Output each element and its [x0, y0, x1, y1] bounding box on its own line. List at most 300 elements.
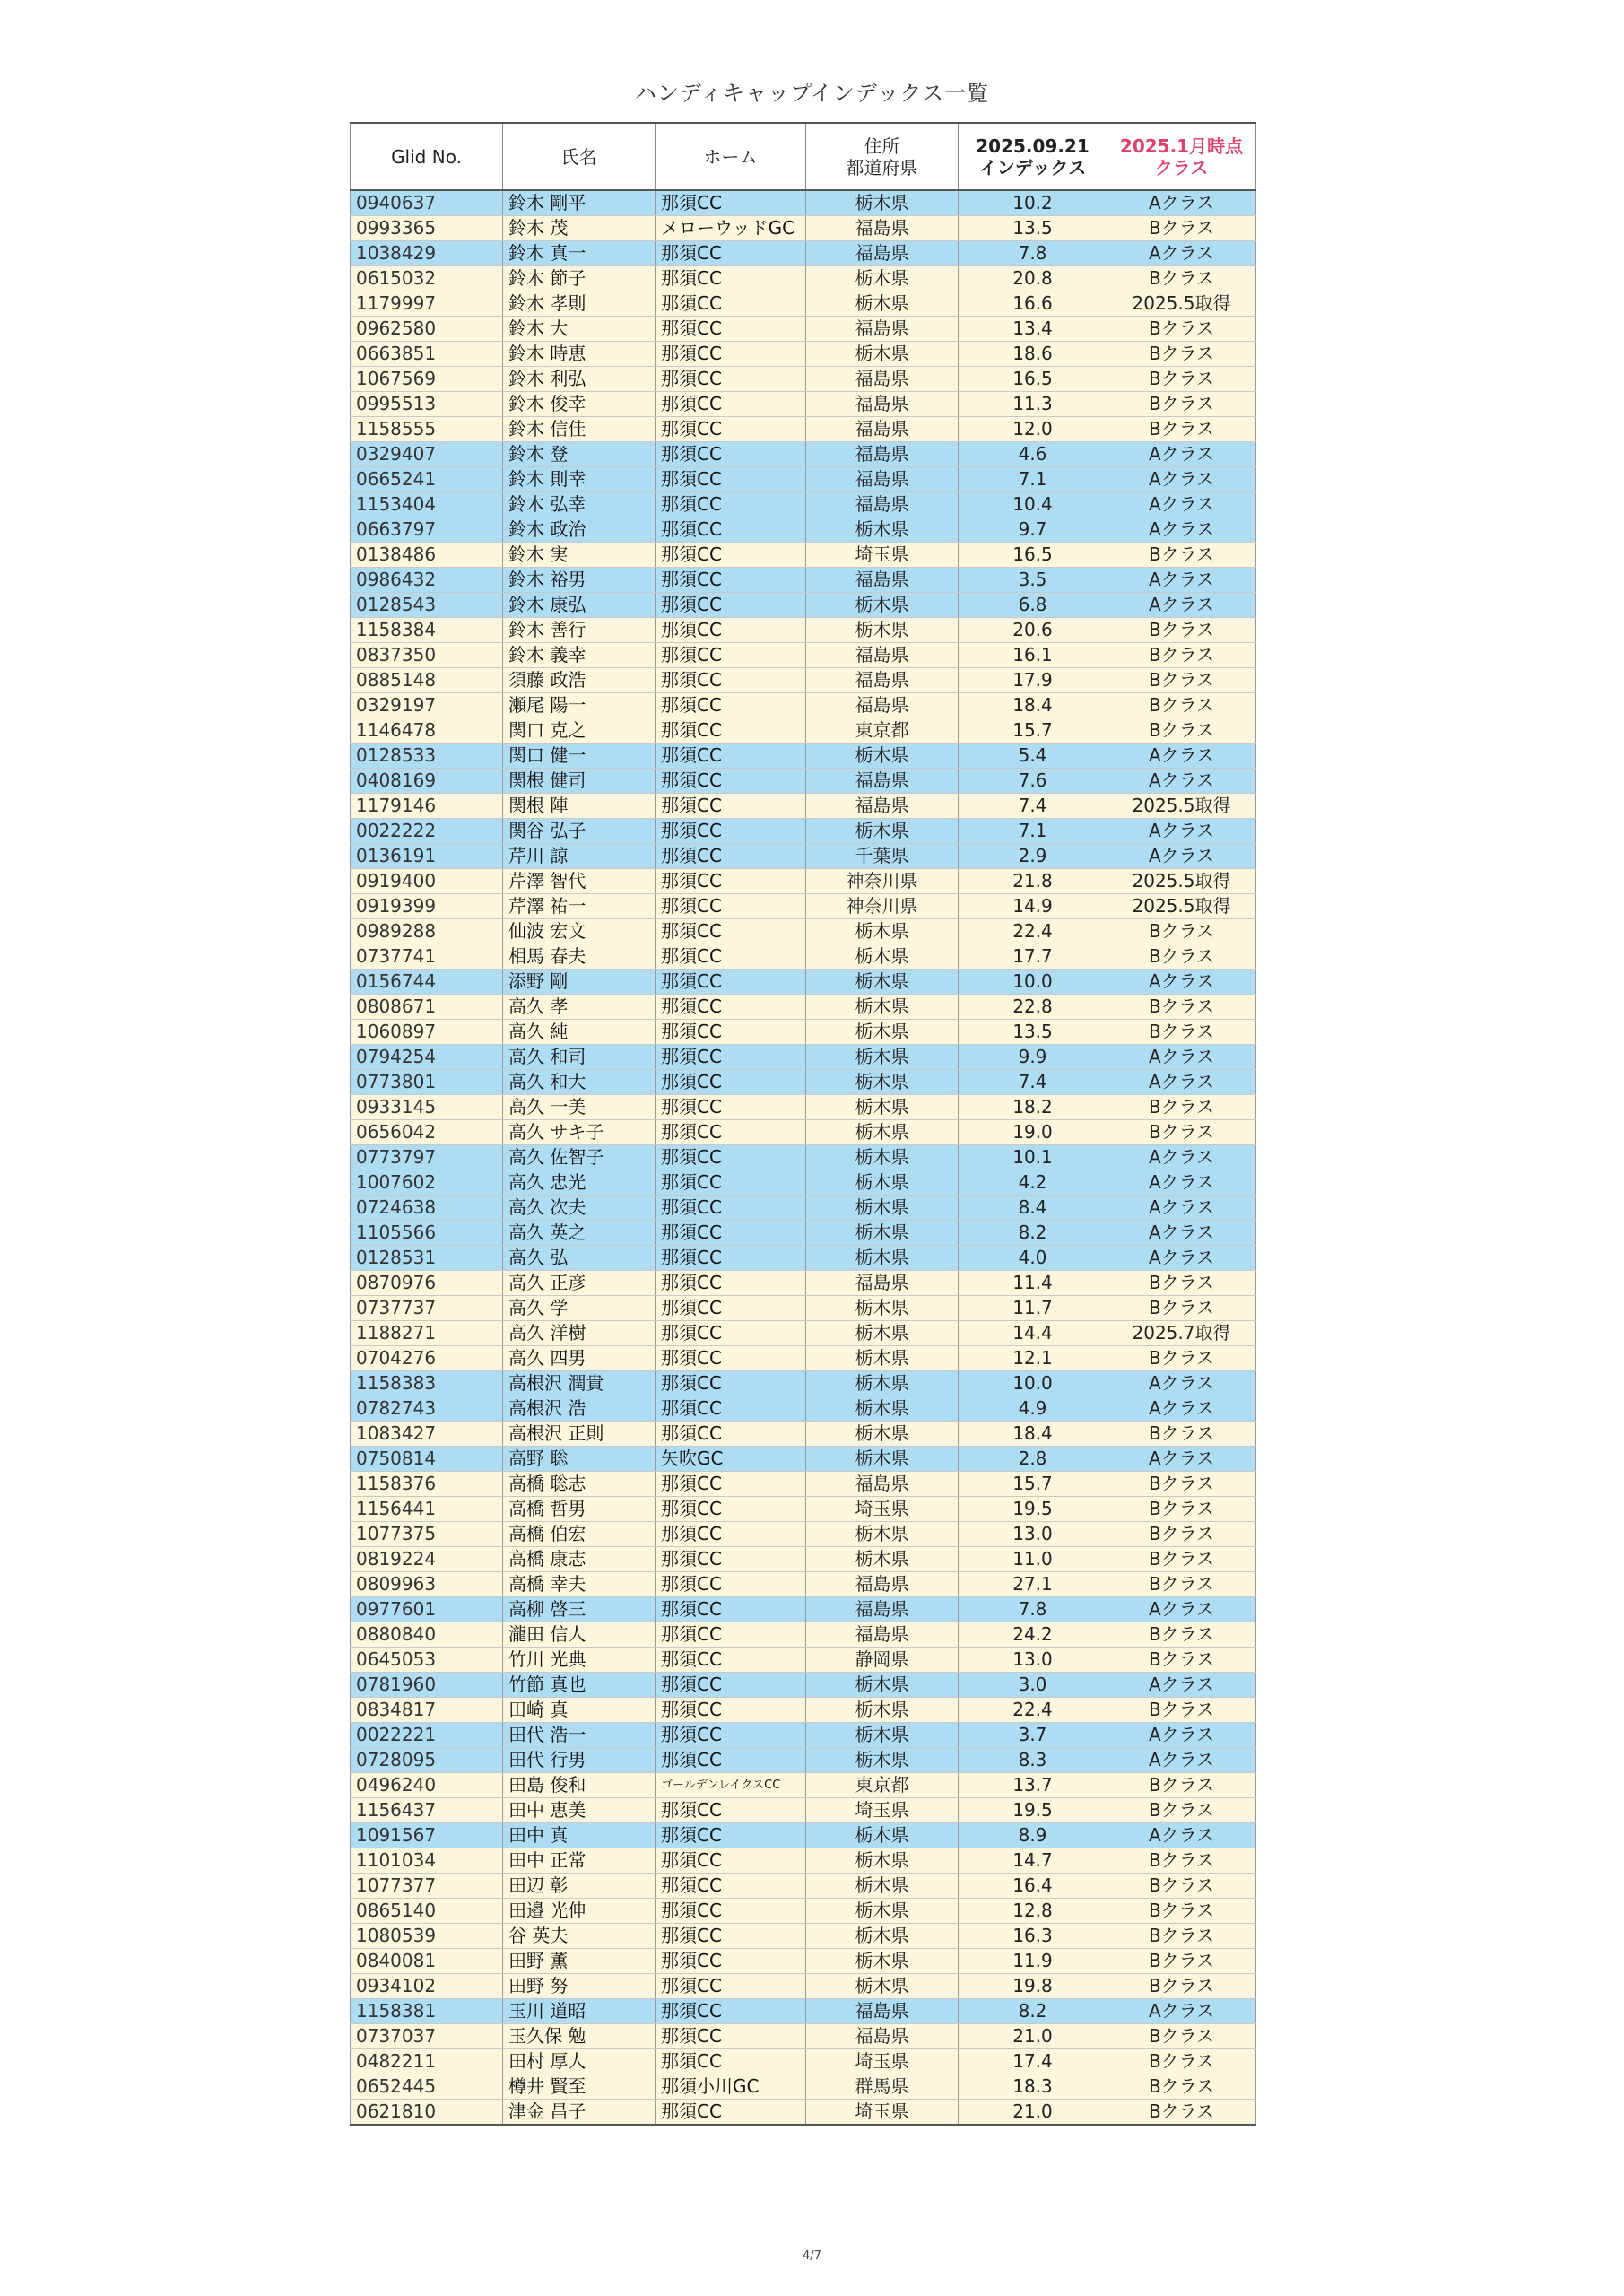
- cell-cls: Bクラス: [1107, 1522, 1256, 1547]
- cell-name: 高久 洋樹: [503, 1321, 656, 1346]
- cell-gid: 0704276: [351, 1346, 503, 1371]
- cell-cls: Aクラス: [1107, 819, 1256, 844]
- cell-pref: 栃木県: [806, 1371, 959, 1396]
- cell-gid: 1077375: [351, 1522, 503, 1547]
- cell-cls: Bクラス: [1107, 1120, 1256, 1145]
- cell-gid: 1158376: [351, 1472, 503, 1497]
- cell-gid: 1158384: [351, 618, 503, 643]
- cell-pref: 栃木県: [806, 1748, 959, 1773]
- cell-pref: 福島県: [806, 1622, 959, 1648]
- cell-cls: Bクラス: [1107, 693, 1256, 718]
- cell-gid: 0781960: [351, 1673, 503, 1698]
- cell-home: 那須CC: [656, 995, 806, 1020]
- cell-cls: Aクラス: [1107, 1070, 1256, 1095]
- table-row: [351, 995, 1256, 1020]
- table-row: [351, 442, 1256, 467]
- cell-cls: Bクラス: [1107, 1296, 1256, 1321]
- table-row: [351, 1447, 1256, 1472]
- cell-gid: 0482211: [351, 2049, 503, 2074]
- cell-home: 那須CC: [656, 1874, 806, 1899]
- cell-idx: 22.4: [959, 919, 1107, 944]
- cell-idx: 14.9: [959, 894, 1107, 919]
- cell-idx: 13.0: [959, 1648, 1107, 1673]
- cell-cls: Bクラス: [1107, 1472, 1256, 1497]
- cell-pref: 栃木県: [806, 1095, 959, 1120]
- cell-home: 那須CC: [656, 919, 806, 944]
- cell-name: 関谷 弘子: [503, 819, 656, 844]
- table-row: [351, 1095, 1256, 1120]
- cell-cls: Bクラス: [1107, 1271, 1256, 1296]
- cell-name: 芹川 諒: [503, 844, 656, 869]
- table-row: [351, 794, 1256, 819]
- cell-idx: 21.8: [959, 869, 1107, 894]
- table-row: [351, 1221, 1256, 1246]
- cell-idx: 17.7: [959, 944, 1107, 970]
- cell-name: 高久 和大: [503, 1070, 656, 1095]
- cell-cls: Aクラス: [1107, 1823, 1256, 1848]
- cell-idx: 15.7: [959, 718, 1107, 744]
- table-row: [351, 1070, 1256, 1095]
- cell-cls: Aクラス: [1107, 1221, 1256, 1246]
- cell-idx: 4.0: [959, 1246, 1107, 1271]
- table-row: [351, 970, 1256, 995]
- table-row: [351, 568, 1256, 593]
- cell-idx: 5.4: [959, 744, 1107, 769]
- cell-cls: Aクラス: [1107, 1673, 1256, 1698]
- cell-idx: 7.4: [959, 1070, 1107, 1095]
- cell-gid: 0329407: [351, 442, 503, 467]
- cell-idx: 7.8: [959, 241, 1107, 266]
- cell-name: 鈴木 時恵: [503, 342, 656, 367]
- table-row: [351, 367, 1256, 392]
- table-row: [351, 894, 1256, 919]
- table-row: [351, 1321, 1256, 1346]
- cell-gid: 0724638: [351, 1196, 503, 1221]
- cell-cls: Aクラス: [1107, 1371, 1256, 1396]
- table-row: [351, 1622, 1256, 1648]
- cell-cls: Bクラス: [1107, 1974, 1256, 1999]
- cell-pref: 栃木県: [806, 1396, 959, 1422]
- cell-cls: Bクラス: [1107, 543, 1256, 568]
- cell-gid: 0737037: [351, 2024, 503, 2049]
- cell-idx: 8.2: [959, 1999, 1107, 2024]
- page-title: ハンディキャップインデックス一覧: [634, 81, 990, 106]
- cell-pref: 福島県: [806, 1597, 959, 1622]
- cell-gid: 1101034: [351, 1848, 503, 1874]
- cell-gid: 1060897: [351, 1020, 503, 1045]
- cell-home: 那須CC: [656, 1196, 806, 1221]
- cell-home: 那須CC: [656, 1547, 806, 1572]
- cell-gid: 0808671: [351, 995, 503, 1020]
- cell-pref: 栃木県: [806, 291, 959, 317]
- cell-cls: Bクラス: [1107, 1848, 1256, 1874]
- table-row: [351, 1246, 1256, 1271]
- cell-name: 高根沢 潤貴: [503, 1371, 656, 1396]
- table-row: [351, 1396, 1256, 1422]
- cell-gid: 0773797: [351, 1145, 503, 1170]
- cell-pref: 栃木県: [806, 1221, 959, 1246]
- cell-home: 那須CC: [656, 1848, 806, 1874]
- cell-gid: 0663851: [351, 342, 503, 367]
- cell-home: 那須CC: [656, 317, 806, 342]
- cell-gid: 0995513: [351, 392, 503, 417]
- cell-gid: 1156437: [351, 1798, 503, 1823]
- cell-pref: 栃木県: [806, 1346, 959, 1371]
- cell-idx: 14.4: [959, 1321, 1107, 1346]
- table-row: [351, 693, 1256, 718]
- cell-idx: 16.1: [959, 643, 1107, 668]
- cell-home: 那須CC: [656, 1296, 806, 1321]
- cell-idx: 11.7: [959, 1296, 1107, 1321]
- cell-gid: 1083427: [351, 1422, 503, 1447]
- cell-home: 那須CC: [656, 367, 806, 392]
- cell-pref: 福島県: [806, 417, 959, 442]
- cell-idx: 12.1: [959, 1346, 1107, 1371]
- cell-cls: Aクラス: [1107, 492, 1256, 517]
- cell-gid: 0750814: [351, 1447, 503, 1472]
- cell-pref: 神奈川県: [806, 894, 959, 919]
- cell-gid: 0794254: [351, 1045, 503, 1070]
- cell-idx: 18.2: [959, 1095, 1107, 1120]
- cell-name: 田邉 光伸: [503, 1899, 656, 1924]
- cell-pref: 栃木県: [806, 744, 959, 769]
- cell-home: 那須CC: [656, 794, 806, 819]
- cell-cls: Aクラス: [1107, 1748, 1256, 1773]
- cell-idx: 21.0: [959, 2100, 1107, 2126]
- cell-name: 高久 英之: [503, 1221, 656, 1246]
- cell-idx: 19.5: [959, 1798, 1107, 1823]
- table-row: [351, 668, 1256, 693]
- cell-name: 高久 和司: [503, 1045, 656, 1070]
- cell-pref: 栃木県: [806, 1447, 959, 1472]
- cell-name: 田代 行男: [503, 1748, 656, 1773]
- cell-idx: 17.4: [959, 2049, 1107, 2074]
- cell-name: 鈴木 俊幸: [503, 392, 656, 417]
- header-class: 2025.1月時点 クラス: [1107, 123, 1256, 190]
- cell-idx: 9.7: [959, 517, 1107, 543]
- cell-name: 玉川 道昭: [503, 1999, 656, 2024]
- cell-name: 高久 忠光: [503, 1170, 656, 1196]
- cell-gid: 0870976: [351, 1271, 503, 1296]
- cell-home: 那須CC: [656, 970, 806, 995]
- cell-pref: 栃木県: [806, 1045, 959, 1070]
- cell-gid: 1158381: [351, 1999, 503, 2024]
- cell-idx: 4.2: [959, 1170, 1107, 1196]
- cell-gid: 0496240: [351, 1773, 503, 1798]
- cell-home: 那須CC: [656, 769, 806, 794]
- cell-pref: 栃木県: [806, 1723, 959, 1748]
- cell-idx: 12.8: [959, 1899, 1107, 1924]
- cell-home: 那須CC: [656, 1572, 806, 1597]
- cell-cls: Bクラス: [1107, 618, 1256, 643]
- cell-idx: 7.6: [959, 769, 1107, 794]
- cell-home: 那須CC: [656, 1748, 806, 1773]
- cell-pref: 栃木県: [806, 1170, 959, 1196]
- cell-idx: 16.3: [959, 1924, 1107, 1949]
- cell-name: 田村 厚人: [503, 2049, 656, 2074]
- cell-name: 高久 佐智子: [503, 1145, 656, 1170]
- cell-idx: 20.8: [959, 266, 1107, 291]
- cell-pref: 栃木県: [806, 919, 959, 944]
- header-home: ホーム: [656, 123, 806, 190]
- cell-cls: Bクラス: [1107, 1572, 1256, 1597]
- cell-gid: 1091567: [351, 1823, 503, 1848]
- table-row: [351, 1422, 1256, 1447]
- cell-cls: Bクラス: [1107, 216, 1256, 241]
- cell-idx: 6.8: [959, 593, 1107, 618]
- cell-idx: 16.5: [959, 367, 1107, 392]
- cell-pref: 福島県: [806, 392, 959, 417]
- cell-cls: Bクラス: [1107, 1020, 1256, 1045]
- cell-cls: Aクラス: [1107, 1597, 1256, 1622]
- cell-home: 那須CC: [656, 1999, 806, 2024]
- cell-idx: 16.4: [959, 1874, 1107, 1899]
- cell-name: 田辺 彰: [503, 1874, 656, 1899]
- cell-idx: 2.9: [959, 844, 1107, 869]
- cell-name: 田中 恵美: [503, 1798, 656, 1823]
- cell-name: 関口 克之: [503, 718, 656, 744]
- cell-pref: 福島県: [806, 216, 959, 241]
- cell-pref: 福島県: [806, 568, 959, 593]
- table-row: [351, 769, 1256, 794]
- cell-name: 高柳 啓三: [503, 1597, 656, 1622]
- cell-pref: 栃木県: [806, 1698, 959, 1723]
- cell-name: 芹澤 智代: [503, 869, 656, 894]
- cell-gid: 1179146: [351, 794, 503, 819]
- cell-cls: Bクラス: [1107, 643, 1256, 668]
- table-row: [351, 1371, 1256, 1396]
- cell-idx: 7.8: [959, 1597, 1107, 1622]
- cell-home: 那須CC: [656, 1899, 806, 1924]
- table-row: [351, 1020, 1256, 1045]
- cell-gid: 1038429: [351, 241, 503, 266]
- cell-pref: 東京都: [806, 1773, 959, 1798]
- cell-pref: 埼玉県: [806, 2100, 959, 2126]
- table-row: [351, 1823, 1256, 1848]
- cell-gid: 0615032: [351, 266, 503, 291]
- cell-gid: 0819224: [351, 1547, 503, 1572]
- cell-idx: 11.0: [959, 1547, 1107, 1572]
- cell-pref: 栃木県: [806, 1196, 959, 1221]
- cell-home: 那須CC: [656, 568, 806, 593]
- cell-cls: Bクラス: [1107, 944, 1256, 970]
- cell-home: 那須CC: [656, 190, 806, 216]
- cell-gid: 0919399: [351, 894, 503, 919]
- cell-name: 高久 孝: [503, 995, 656, 1020]
- table-row: [351, 1120, 1256, 1145]
- cell-name: 田野 努: [503, 1974, 656, 1999]
- cell-home: 那須CC: [656, 442, 806, 467]
- cell-gid: 0840081: [351, 1949, 503, 1974]
- cell-home: 那須CC: [656, 593, 806, 618]
- cell-home: 那須CC: [656, 1522, 806, 1547]
- cell-home: 矢吹GC: [656, 1447, 806, 1472]
- cell-idx: 9.9: [959, 1045, 1107, 1070]
- cell-idx: 8.2: [959, 1221, 1107, 1246]
- cell-cls: Bクラス: [1107, 1798, 1256, 1823]
- cell-cls: Bクラス: [1107, 317, 1256, 342]
- cell-gid: 0645053: [351, 1648, 503, 1673]
- cell-gid: 0737741: [351, 944, 503, 970]
- cell-home: ゴールデンレイクスCC: [656, 1773, 806, 1798]
- cell-home: 那須CC: [656, 744, 806, 769]
- header-name: 氏名: [503, 123, 656, 190]
- cell-idx: 13.5: [959, 1020, 1107, 1045]
- cell-idx: 18.4: [959, 693, 1107, 718]
- cell-gid: 0621810: [351, 2100, 503, 2126]
- cell-name: 玉久保 勉: [503, 2024, 656, 2049]
- cell-name: 高久 サキ子: [503, 1120, 656, 1145]
- table-row: [351, 1773, 1256, 1798]
- cell-home: 那須CC: [656, 1321, 806, 1346]
- table-row: [351, 190, 1256, 216]
- cell-gid: 0782743: [351, 1396, 503, 1422]
- cell-home: 那須CC: [656, 2024, 806, 2049]
- cell-home: 那須CC: [656, 1246, 806, 1271]
- table-row: [351, 1045, 1256, 1070]
- table-row: [351, 241, 1256, 266]
- cell-idx: 10.0: [959, 1371, 1107, 1396]
- cell-pref: 福島県: [806, 693, 959, 718]
- table-row: [351, 1698, 1256, 1723]
- table-row: [351, 869, 1256, 894]
- cell-home: 那須CC: [656, 944, 806, 970]
- cell-gid: 1080539: [351, 1924, 503, 1949]
- cell-pref: 栃木県: [806, 1070, 959, 1095]
- cell-cls: Aクラス: [1107, 1196, 1256, 1221]
- cell-idx: 3.0: [959, 1673, 1107, 1698]
- cell-idx: 19.5: [959, 1497, 1107, 1522]
- cell-name: 田代 浩一: [503, 1723, 656, 1748]
- cell-pref: 福島県: [806, 1472, 959, 1497]
- cell-gid: 0977601: [351, 1597, 503, 1622]
- table-row: [351, 718, 1256, 744]
- cell-idx: 10.4: [959, 492, 1107, 517]
- table-row: [351, 517, 1256, 543]
- cell-name: 津金 昌子: [503, 2100, 656, 2126]
- table-row: [351, 1346, 1256, 1371]
- table-row: [351, 1924, 1256, 1949]
- cell-name: 鈴木 弘幸: [503, 492, 656, 517]
- cell-pref: 栃木県: [806, 1673, 959, 1698]
- cell-cls: Aクラス: [1107, 442, 1256, 467]
- table-row: [351, 392, 1256, 417]
- cell-home: 那須CC: [656, 1095, 806, 1120]
- cell-gid: 1153404: [351, 492, 503, 517]
- cell-pref: 福島県: [806, 668, 959, 693]
- cell-idx: 8.9: [959, 1823, 1107, 1848]
- cell-cls: Bクラス: [1107, 1422, 1256, 1447]
- cell-cls: Aクラス: [1107, 517, 1256, 543]
- cell-cls: Bクラス: [1107, 1547, 1256, 1572]
- cell-gid: 0940637: [351, 190, 503, 216]
- cell-gid: 1179997: [351, 291, 503, 317]
- cell-idx: 18.6: [959, 342, 1107, 367]
- cell-home: 那須CC: [656, 1120, 806, 1145]
- table-row: [351, 266, 1256, 291]
- cell-home: 那須CC: [656, 643, 806, 668]
- table-row: [351, 1798, 1256, 1823]
- cell-cls: 2025.5取得: [1107, 291, 1256, 317]
- cell-pref: 栃木県: [806, 1823, 959, 1848]
- cell-pref: 福島県: [806, 241, 959, 266]
- table-row: [351, 1547, 1256, 1572]
- cell-cls: Aクラス: [1107, 190, 1256, 216]
- cell-name: 鈴木 信佳: [503, 417, 656, 442]
- cell-home: 那須CC: [656, 693, 806, 718]
- table-row: [351, 1949, 1256, 1974]
- cell-name: 田島 俊和: [503, 1773, 656, 1798]
- header-pref: 住所 都道府県: [806, 123, 959, 190]
- cell-home: 那須CC: [656, 1698, 806, 1723]
- cell-idx: 10.0: [959, 970, 1107, 995]
- cell-idx: 21.0: [959, 2024, 1107, 2049]
- cell-name: 瀬尾 陽一: [503, 693, 656, 718]
- cell-name: 高久 一美: [503, 1095, 656, 1120]
- cell-idx: 27.1: [959, 1572, 1107, 1597]
- cell-idx: 11.3: [959, 392, 1107, 417]
- table-row: [351, 919, 1256, 944]
- cell-home: 那須CC: [656, 342, 806, 367]
- table-row: [351, 317, 1256, 342]
- cell-gid: 0128543: [351, 593, 503, 618]
- cell-pref: 埼玉県: [806, 543, 959, 568]
- cell-gid: 0989288: [351, 919, 503, 944]
- cell-cls: Aクラス: [1107, 241, 1256, 266]
- cell-name: 鈴木 政治: [503, 517, 656, 543]
- cell-name: 田野 薫: [503, 1949, 656, 1974]
- cell-pref: 福島県: [806, 492, 959, 517]
- cell-cls: Aクラス: [1107, 1045, 1256, 1070]
- cell-cls: Aクラス: [1107, 1145, 1256, 1170]
- cell-idx: 18.4: [959, 1422, 1107, 1447]
- cell-name: 竹川 光典: [503, 1648, 656, 1673]
- table-row: [351, 1170, 1256, 1196]
- cell-home: 那須CC: [656, 1271, 806, 1296]
- cell-gid: 0865140: [351, 1899, 503, 1924]
- cell-home: 那須CC: [656, 467, 806, 492]
- cell-pref: 千葉県: [806, 844, 959, 869]
- cell-pref: 栃木県: [806, 266, 959, 291]
- table-row: [351, 744, 1256, 769]
- cell-pref: 栃木県: [806, 1547, 959, 1572]
- cell-gid: 1077377: [351, 1874, 503, 1899]
- cell-pref: 静岡県: [806, 1648, 959, 1673]
- table-row: [351, 291, 1256, 317]
- cell-idx: 8.4: [959, 1196, 1107, 1221]
- cell-pref: 福島県: [806, 769, 959, 794]
- cell-cls: Bクラス: [1107, 1874, 1256, 1899]
- table-row: [351, 1748, 1256, 1773]
- cell-name: 高久 純: [503, 1020, 656, 1045]
- cell-idx: 2.8: [959, 1447, 1107, 1472]
- cell-cls: Aクラス: [1107, 593, 1256, 618]
- cell-name: 谷 英夫: [503, 1924, 656, 1949]
- cell-name: 高久 正彦: [503, 1271, 656, 1296]
- cell-name: 瀧田 信人: [503, 1622, 656, 1648]
- table-row: [351, 1974, 1256, 1999]
- cell-home: 那須CC: [656, 819, 806, 844]
- table-row: [351, 1522, 1256, 1547]
- cell-gid: 0919400: [351, 869, 503, 894]
- cell-cls: Bクラス: [1107, 1497, 1256, 1522]
- cell-name: 高橋 聡志: [503, 1472, 656, 1497]
- cell-gid: 0128533: [351, 744, 503, 769]
- cell-cls: Bクラス: [1107, 1949, 1256, 1974]
- cell-gid: 0665241: [351, 467, 503, 492]
- cell-home: 那須CC: [656, 517, 806, 543]
- cell-pref: 栃木県: [806, 190, 959, 216]
